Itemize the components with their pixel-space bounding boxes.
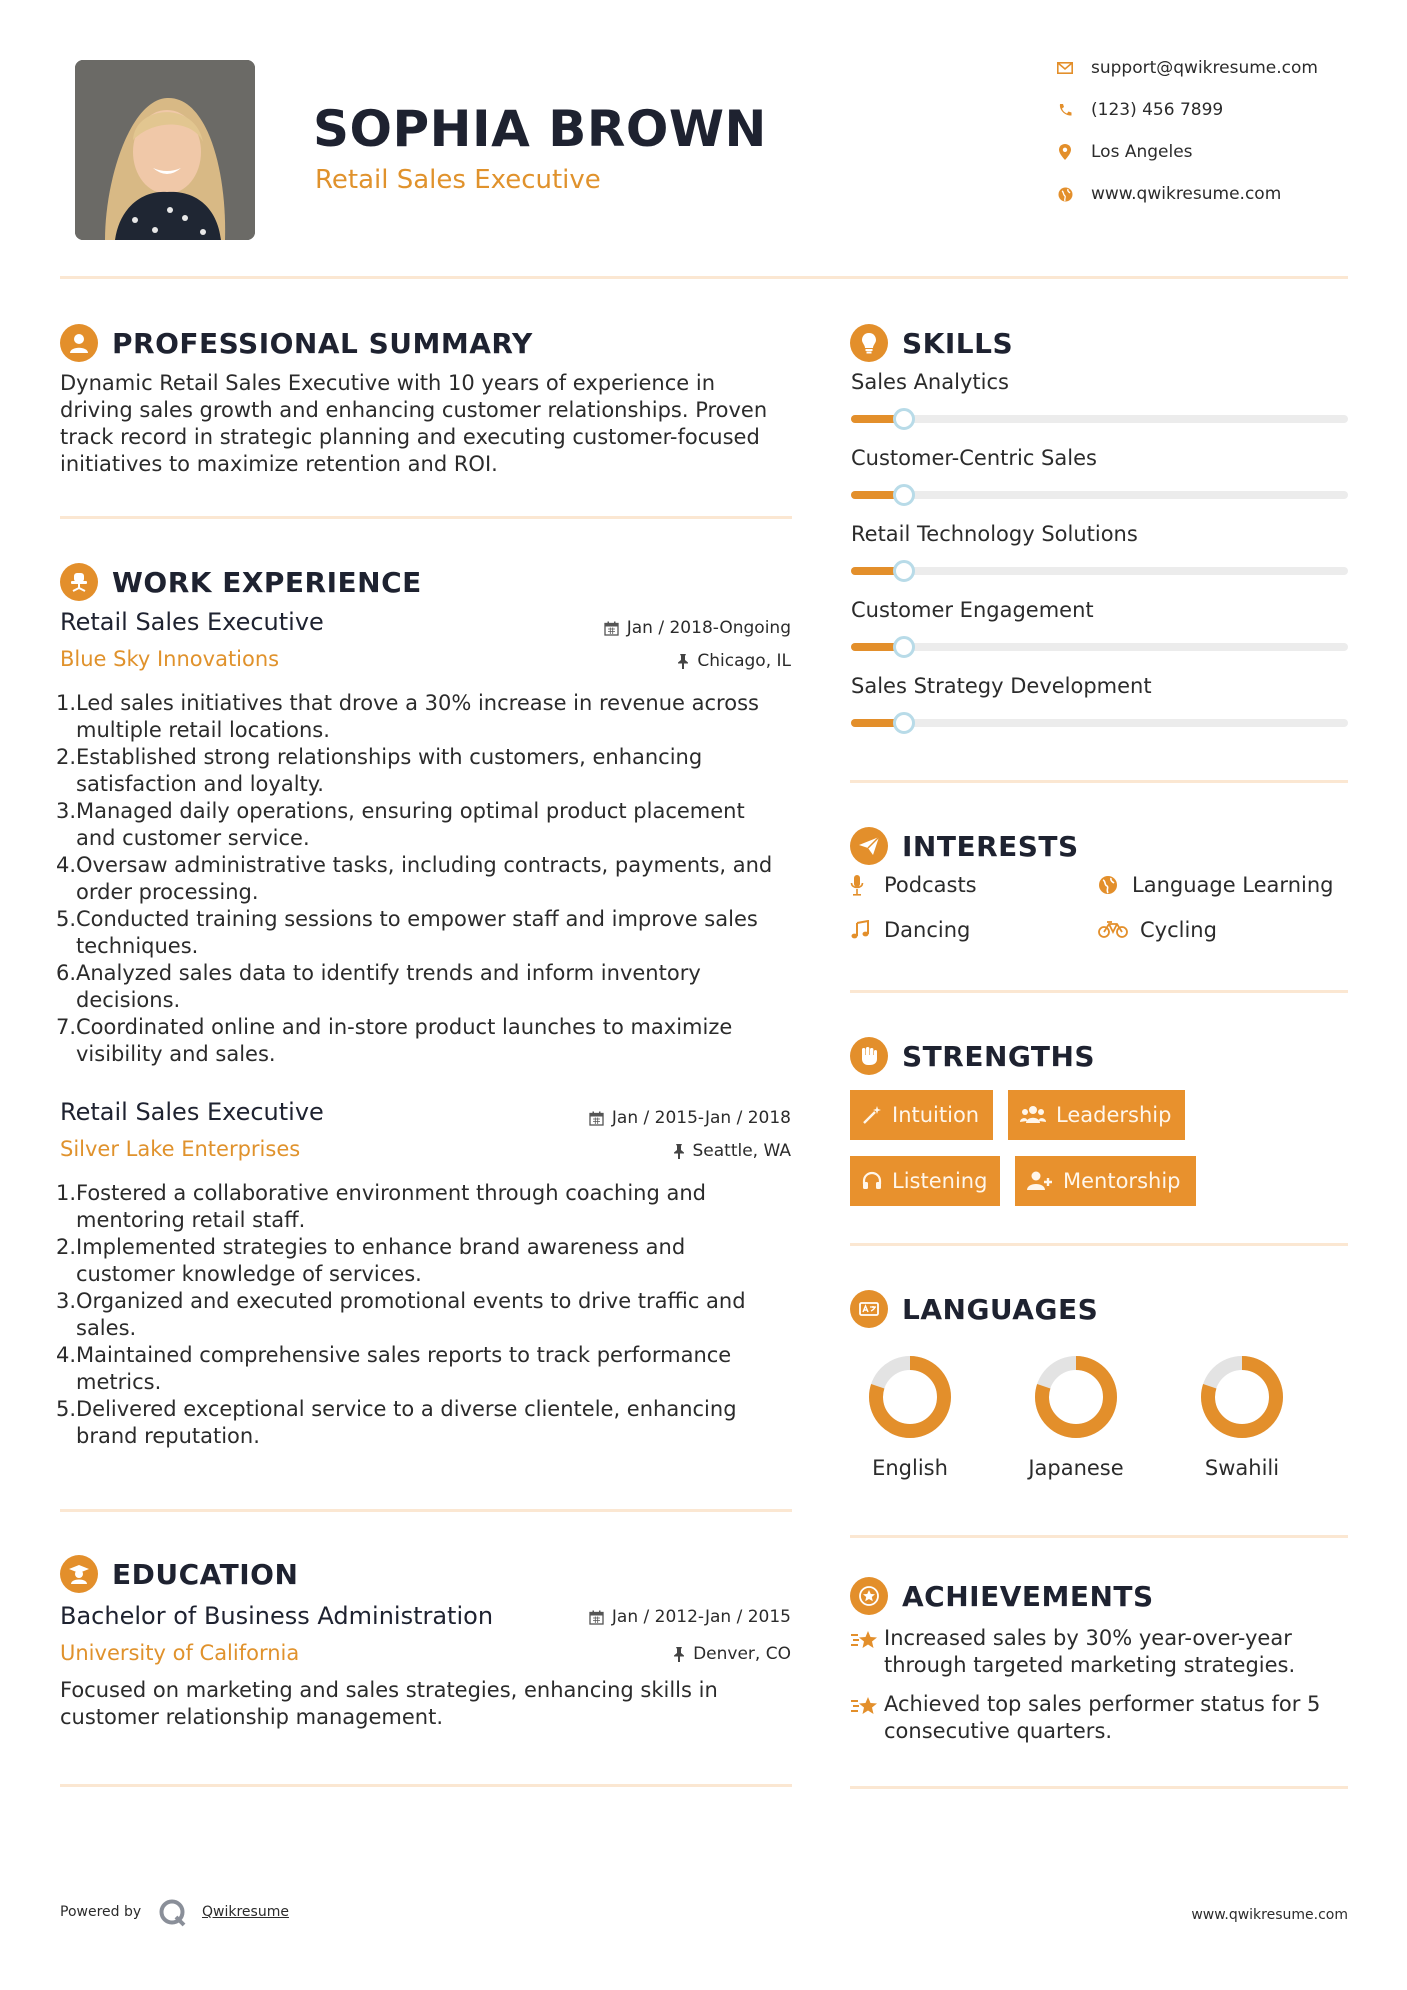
divider (850, 1535, 1348, 1538)
candidate-name: SOPHIA BROWN (313, 100, 767, 158)
email-text: support@qwikresume.com (1091, 58, 1318, 78)
user-icon (60, 324, 98, 362)
education-dates (589, 1607, 791, 1627)
header-divider (60, 276, 1348, 279)
skill-item (851, 446, 1348, 522)
skill-label: Customer Engagement (851, 598, 1094, 622)
skill-item (851, 522, 1348, 598)
job-location (673, 1141, 792, 1161)
job-dates-text: Jan / 2015-Jan / 2018 (611, 1108, 791, 1128)
pushpin-icon (673, 1647, 685, 1662)
strengths-heading (850, 1036, 1095, 1076)
job-dates (604, 618, 791, 638)
globe-icon (1055, 184, 1075, 204)
skill-item (851, 674, 1348, 750)
divider (60, 516, 792, 519)
interest-label: Dancing (884, 918, 971, 942)
achievement-text: Increased sales by 30% year-over-year through targeted marketing strategies. (884, 1626, 1296, 1677)
education-heading (60, 1554, 298, 1594)
strength-label: Listening (892, 1169, 988, 1193)
headphones-icon (862, 1171, 882, 1191)
school-name: University of California (60, 1641, 300, 1665)
star-badge-icon (850, 1577, 888, 1615)
list-item: 2. Established strong relationships with customers, enhancing satisfaction and loyalty. (56, 745, 703, 796)
list-item: 5. Delivered exceptional service to a diverse clientele, enhancing brand reputation. (56, 1397, 737, 1448)
experience-title: WORK EXPERIENCE (112, 565, 422, 599)
strength-tag-mentorship (1015, 1156, 1196, 1206)
magic-wand-icon (862, 1105, 882, 1125)
job-dates (589, 1108, 791, 1128)
job-bullets (58, 690, 788, 1068)
users-icon (1020, 1105, 1046, 1125)
list-item: 6. Analyzed sales data to identify trends and inform inventory decisions. (56, 961, 701, 1012)
user-plus-icon (1027, 1171, 1053, 1191)
skills-list (851, 370, 1348, 750)
skills-heading (850, 323, 1013, 363)
music-note-icon (850, 918, 876, 942)
achievement-text: Achieved top sales performer status for 5 consecutive quarters. (884, 1692, 1321, 1743)
education-text: Focused on marketing and sales strategies, enhancing skills in customer relationship management. (60, 1678, 718, 1729)
divider (60, 1784, 792, 1787)
achievements-heading (850, 1576, 1154, 1616)
company-name: Blue Sky Innovations (60, 647, 280, 671)
skill-bar-knob (893, 484, 915, 506)
skill-bar (851, 643, 1348, 651)
strength-label: Intuition (892, 1103, 980, 1127)
skill-bar (851, 415, 1348, 423)
shooting-star-icon (850, 1691, 884, 1745)
summary-text: Dynamic Retail Sales Executive with 10 years of experience in driving sales growth and enhancing customer relationships. Proven track record in strategic planning and executing customer-focused initiatives to maximize retention and ROI. (60, 371, 768, 476)
interest-label: Cycling (1140, 918, 1217, 942)
office-chair-icon (60, 563, 98, 601)
job-location-text: Chicago, IL (697, 651, 791, 671)
contact-email[interactable] (1055, 56, 1318, 80)
strength-label: Leadership (1056, 1103, 1172, 1127)
contact-location (1055, 140, 1193, 164)
interests-heading (850, 826, 1079, 866)
achievement-item (850, 1625, 1348, 1679)
skill-bar (851, 567, 1348, 575)
strengths-title: STRENGTHS (902, 1039, 1096, 1073)
interest-language-learning (1098, 873, 1333, 897)
contact-phone[interactable] (1055, 98, 1223, 122)
skills-title: SKILLS (902, 326, 1014, 360)
skill-item (851, 370, 1348, 446)
strength-tag-intuition (850, 1090, 993, 1140)
divider (850, 1786, 1348, 1789)
location-text: Los Angeles (1091, 142, 1193, 162)
qwikresume-link[interactable]: Qwikresume (202, 1904, 289, 1920)
list-item: 4. Oversaw administrative tasks, including contracts, payments, and order processing. (56, 853, 773, 904)
divider (850, 1243, 1348, 1246)
list-item: 4. Maintained comprehensive sales reports to track performance metrics. (56, 1343, 732, 1394)
achievements-title: ACHIEVEMENTS (902, 1579, 1154, 1613)
list-item: 7. Coordinated online and in-store product launches to maximize visibility and sales. (56, 1015, 733, 1066)
education-title: EDUCATION (112, 1557, 299, 1591)
list-item: 2. Implemented strategies to enhance brand awareness and customer knowledge of services. (56, 1235, 686, 1286)
strength-tag-listening (850, 1156, 1000, 1206)
footer-website-link[interactable]: www.qwikresume.com (1191, 1907, 1348, 1923)
powered-by-label: Powered by (60, 1904, 142, 1920)
languages-donuts (840, 1352, 1350, 1442)
job-location-text: Seattle, WA (692, 1141, 791, 1161)
languages-heading (850, 1289, 1098, 1329)
summary-title: PROFESSIONAL SUMMARY (112, 326, 533, 360)
skill-label: Sales Strategy Development (851, 674, 1152, 698)
company-name: Silver Lake Enterprises (60, 1137, 301, 1161)
calendar-icon (604, 621, 619, 636)
calendar-icon (589, 1610, 604, 1625)
job-title: Retail Sales Executive (60, 1098, 324, 1126)
calendar-icon (589, 1111, 604, 1126)
paper-plane-icon (850, 827, 888, 865)
microphone-icon (850, 873, 876, 897)
phone-text: (123) 456 7899 (1091, 100, 1224, 120)
skill-label: Sales Analytics (851, 370, 1009, 394)
job-title: Retail Sales Executive (60, 608, 324, 636)
languages-chart (840, 1352, 1350, 1492)
list-item: 1. Fostered a collaborative environment through coaching and mentoring retail staff. (56, 1181, 706, 1232)
languages-title: LANGUAGES (902, 1292, 1099, 1326)
interest-cycling (1098, 918, 1217, 942)
list-item: 1. Led sales initiatives that drove a 30% increase in revenue across multiple retail locations. (56, 691, 759, 742)
language-label: Japanese (1028, 1456, 1124, 1480)
phone-icon (1055, 100, 1075, 120)
list-item: 3. Managed daily operations, ensuring optimal product placement and customer service. (56, 799, 745, 850)
skill-bar-knob (893, 712, 915, 734)
list-item: 5. Conducted training sessions to empower staff and improve sales techniques. (56, 907, 758, 958)
raised-fist-icon (850, 1037, 888, 1075)
list-item: 3. Organized and executed promotional events to drive traffic and sales. (56, 1289, 746, 1340)
lightbulb-icon (850, 324, 888, 362)
interest-dancing (850, 918, 970, 942)
summary-heading (60, 323, 533, 363)
strength-tag-leadership (1008, 1090, 1185, 1140)
skill-item (851, 598, 1348, 674)
education-dates-text: Jan / 2012-Jan / 2015 (611, 1607, 791, 1627)
candidate-role: Retail Sales Executive (315, 165, 601, 195)
strength-label: Mentorship (1063, 1169, 1181, 1193)
qwikresume-logo-icon (158, 1898, 188, 1928)
experience-heading (60, 562, 422, 602)
skill-bar-knob (893, 560, 915, 582)
map-pin-icon (1055, 142, 1075, 162)
skill-bar-knob (893, 408, 915, 430)
interest-label: Podcasts (884, 873, 977, 897)
contact-website[interactable] (1055, 182, 1281, 206)
achievement-item (850, 1691, 1348, 1745)
education-location-text: Denver, CO (693, 1644, 791, 1664)
education-location (673, 1644, 791, 1664)
degree-title: Bachelor of Business Administration (60, 1602, 494, 1630)
job-dates-text: Jan / 2018-Ongoing (626, 618, 791, 638)
bicycle-icon (1098, 918, 1132, 942)
divider (850, 780, 1348, 783)
envelope-icon (1055, 58, 1075, 78)
pushpin-icon (677, 654, 689, 669)
skill-bar (851, 491, 1348, 499)
divider (850, 990, 1348, 993)
globe-icon (1098, 873, 1124, 897)
website-text: www.qwikresume.com (1091, 184, 1282, 204)
profile-photo (75, 60, 255, 240)
skill-label: Customer-Centric Sales (851, 446, 1097, 470)
job-bullets (58, 1180, 788, 1450)
graduate-icon (60, 1555, 98, 1593)
interest-podcasts (850, 873, 977, 897)
skill-bar-knob (893, 636, 915, 658)
language-icon (850, 1290, 888, 1328)
pushpin-icon (673, 1144, 685, 1159)
interest-label: Language Learning (1132, 873, 1334, 897)
interests-title: INTERESTS (902, 829, 1079, 863)
language-label: English (872, 1456, 948, 1480)
shooting-star-icon (850, 1625, 884, 1679)
skill-label: Retail Technology Solutions (851, 522, 1138, 546)
divider (60, 1509, 792, 1512)
job-location (677, 651, 791, 671)
skill-bar (851, 719, 1348, 727)
language-label: Swahili (1204, 1456, 1280, 1480)
